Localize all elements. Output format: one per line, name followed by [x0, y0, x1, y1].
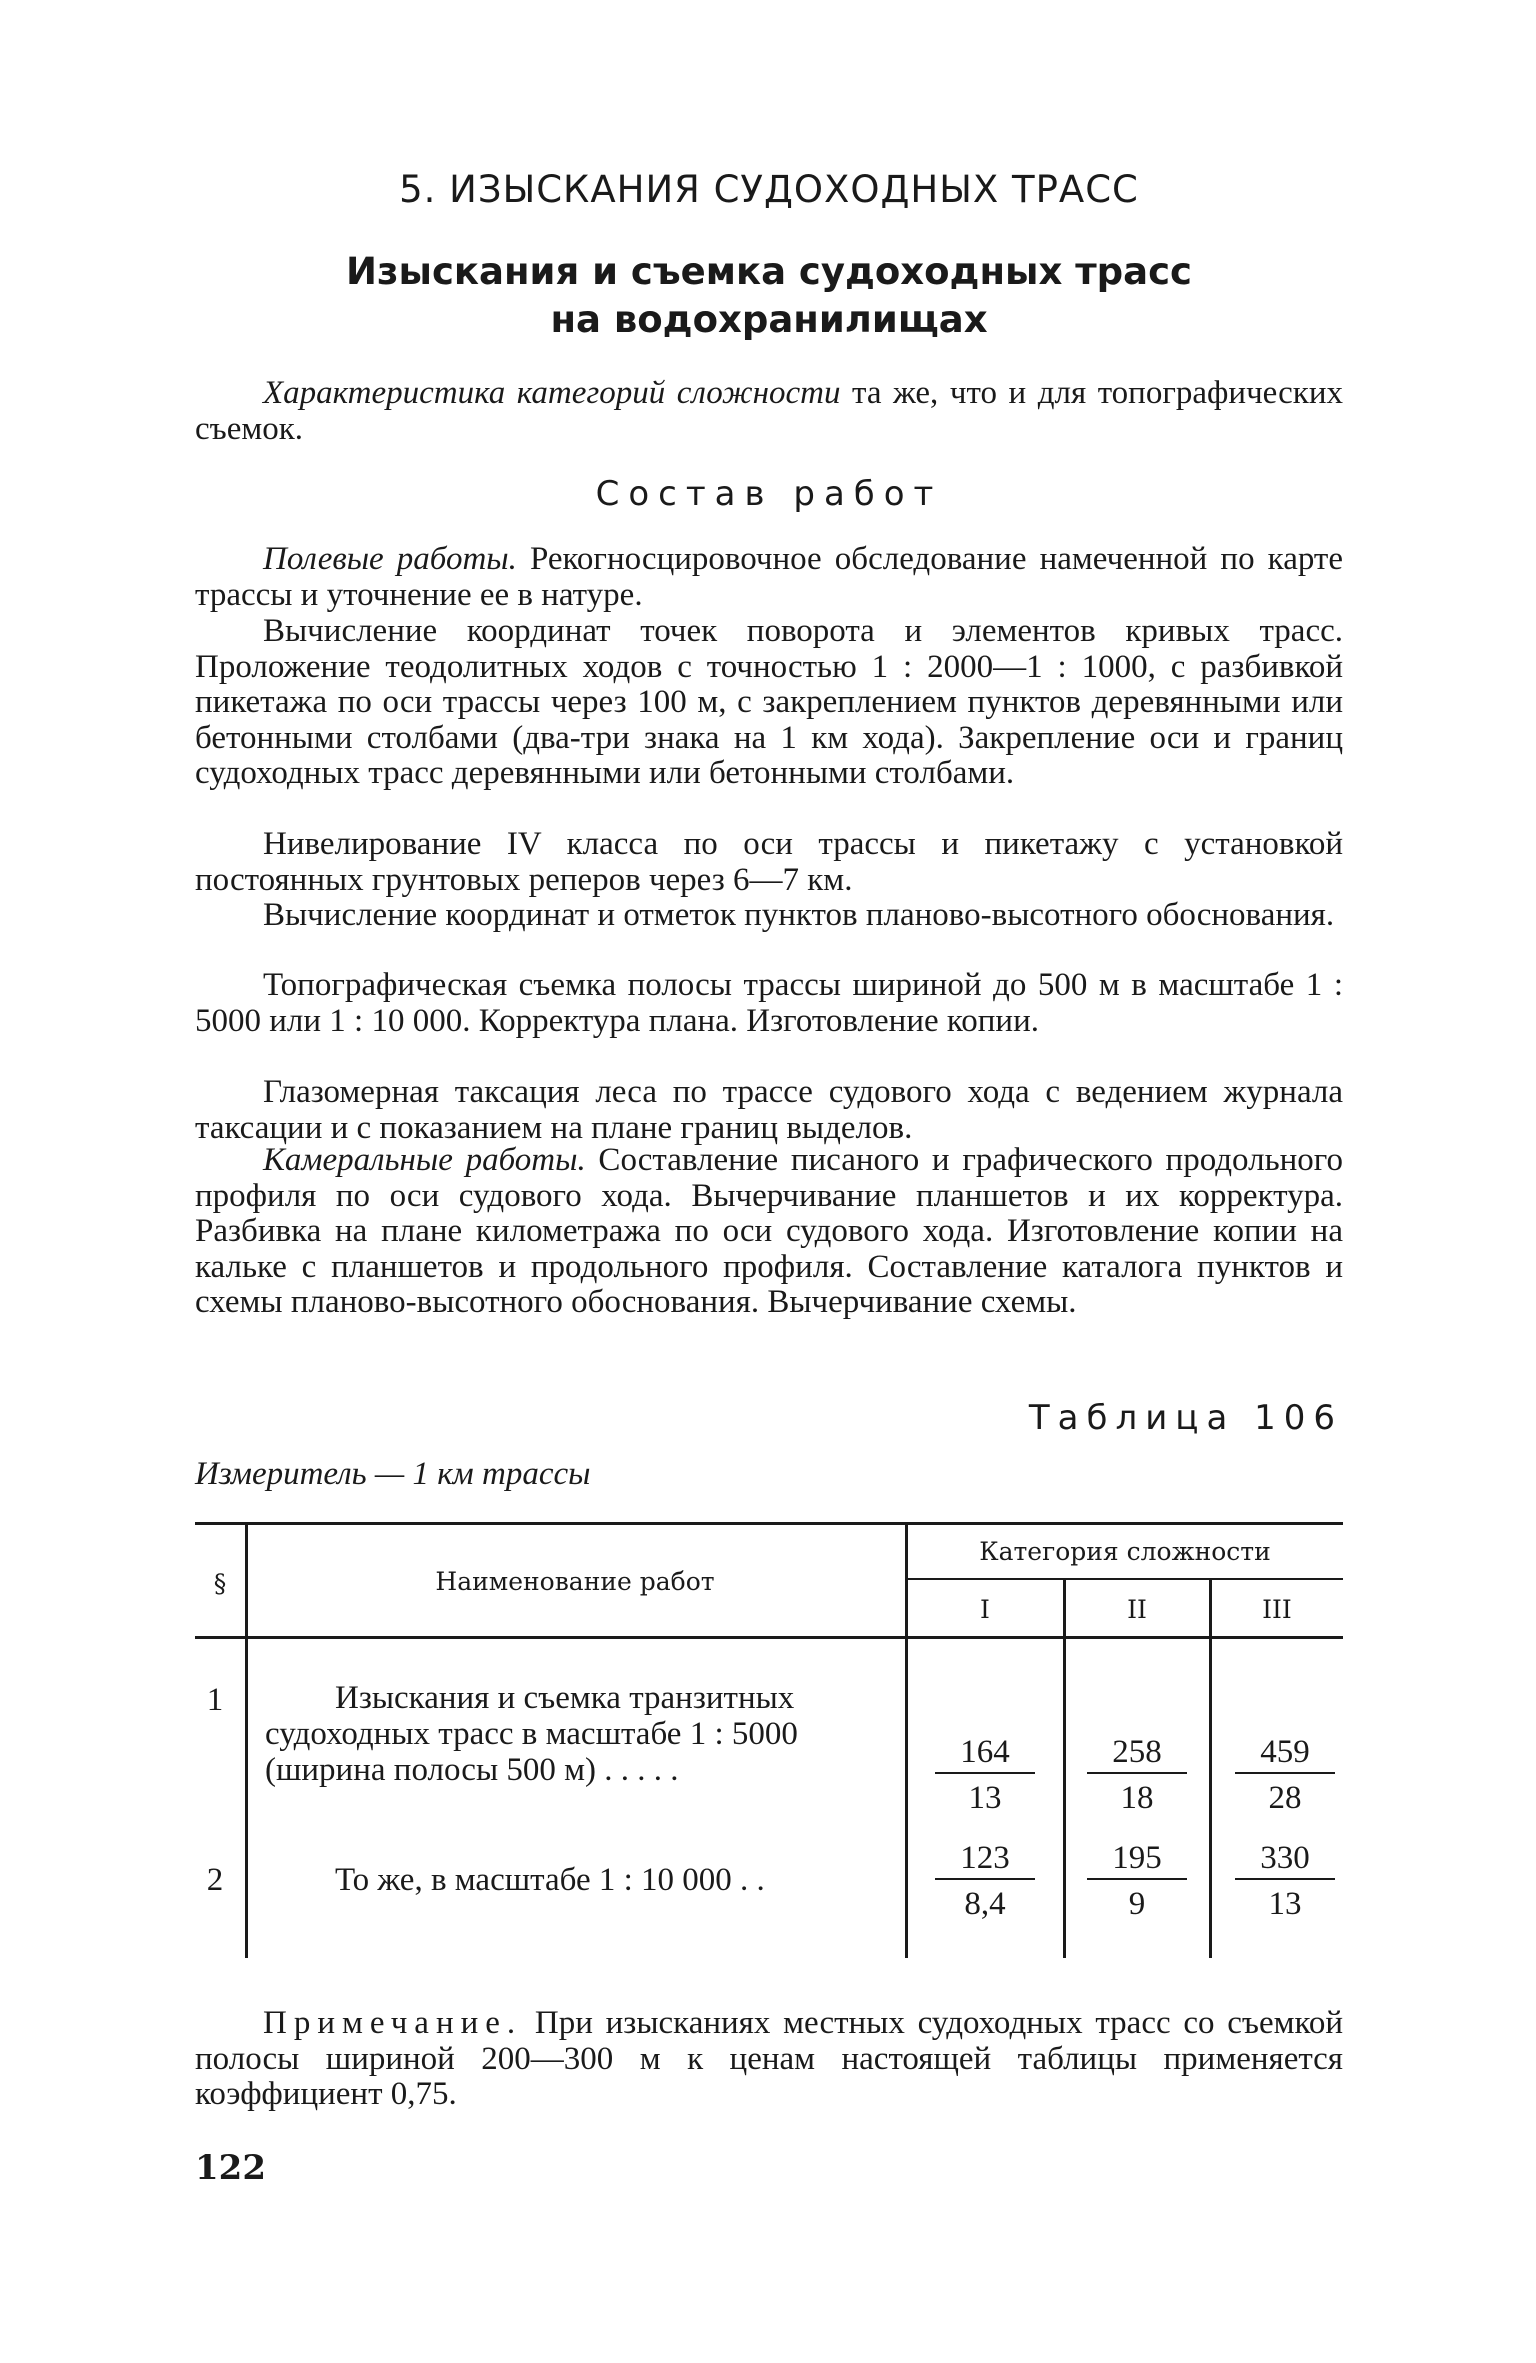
header-name: Наименование работ [435, 1567, 715, 1596]
header-cat1: I [980, 1595, 990, 1624]
row-1-name-line-3: (ширина полосы 500 м) . . . . . [265, 1752, 679, 1788]
row-1-cat2-fraction [1087, 1772, 1187, 1774]
header-category: Категория сложности [979, 1537, 1271, 1566]
header-cat2: II [1127, 1595, 1147, 1624]
row-1-cat3-top: 459 [1260, 1734, 1310, 1770]
intro-italic: Характеристика категорий сложности [263, 375, 841, 411]
section-title-line-2: на водохранилищах [550, 298, 988, 341]
table-top-rule [195, 1522, 1343, 1525]
note-label: Примечание. [263, 2005, 523, 2041]
row-2-cat1-bottom: 8,4 [964, 1886, 1006, 1922]
table-label: Таблица 106 [1028, 1398, 1343, 1438]
works-table [195, 1522, 1343, 1962]
section-title [195, 248, 1343, 344]
row-1-cat1-fraction [935, 1772, 1035, 1774]
office-works-text: Составление писаного и графического продольного профиля по оси судового хода. Вычерчивание планшетов и их корректура. Разбивка на плане километража по оси судового хода. Изготовление копии на кальке с планшетов и продольного профиля. Составление каталога пунктов и схемы планово-высотного обоснования. Вычерчивание схемы. [195, 1142, 1343, 1320]
category-subheader-rule [907, 1578, 1343, 1580]
table-header-rule [195, 1636, 1343, 1639]
row-1-cat1-bottom: 13 [968, 1780, 1002, 1816]
row-2-num: 2 [206, 1862, 224, 1898]
table-meter: Измеритель — 1 км трассы [195, 1456, 591, 1492]
row-1-name-line-2: судоходных трасс в масштабе 1 : 5000 [265, 1716, 798, 1752]
row-1-cat3-fraction [1235, 1772, 1335, 1774]
note-text: При изысканиях местных судоходных трасс со съемкой полосы шириной 200—300 м к ценам настоящей таблицы применяется коэффициент 0,75. [195, 2005, 1343, 2112]
row-1-name-line-1: Изыскания и съемка транзитных [335, 1680, 795, 1716]
row-1-cat1-top: 164 [960, 1734, 1010, 1770]
row-2-cat2-top: 195 [1112, 1840, 1162, 1876]
row-1-cat3-bottom: 28 [1268, 1780, 1302, 1816]
row-2-cat3-bottom: 13 [1268, 1886, 1302, 1922]
row-2-name-line-1: То же, в масштабе 1 : 10 000 . . [335, 1862, 765, 1898]
forest-paragraph: Глазомерная таксация леса по трассе судового хода с ведением журнала таксации и с показанием на плане границ выделов. [195, 1074, 1343, 1146]
field-works-paragraph [195, 542, 1343, 613]
row-1-cat2-bottom: 18 [1120, 1780, 1154, 1816]
intro-paragraph [195, 376, 1343, 447]
office-works-paragraph [195, 1143, 1343, 1321]
row-2-cat2-bottom: 9 [1128, 1886, 1146, 1922]
row-2-cat1-fraction [935, 1878, 1035, 1880]
header-section: § [213, 1569, 227, 1598]
row-2-cat2-fraction [1087, 1878, 1187, 1880]
field-works-text: Рекогносцировочное обследование намеченной по карте трассы и уточнение ее в натуре. [195, 541, 1343, 613]
calc-paragraph: Вычисление координат и отметок пунктов планово-высотного обоснования. [263, 897, 1335, 933]
topo-paragraph: Топографическая съемка полосы трассы шириной до 500 м в масштабе 1 : 5000 или 1 : 10 000. Корректура плана. Изготовление копии. [195, 967, 1343, 1039]
row-1-num: 1 [206, 1682, 224, 1718]
header-cat3: III [1262, 1595, 1292, 1624]
coords-paragraph: Вычисление координат точек поворота и элементов кривых трасс. Проложение теодолитных ходов с точностью 1 : 2000—1 : 1000, с разбивкой пикетажа по оси трассы через 100 м, с закреплением пунктов деревянными или бетонными столбами (два-три знака на 1 км хода). Закрепление оси и границ судоходных трасс деревянными или бетонными столбами. [195, 613, 1343, 791]
chapter-heading: 5. ИЗЫСКАНИЯ СУДОХОДНЫХ ТРАСС [399, 168, 1139, 211]
cat2-col-divider [1209, 1580, 1212, 1958]
office-works-label: Камеральные работы. [263, 1142, 586, 1178]
leveling-paragraph: Нивелирование IV класса по оси трассы и пикетажу с установкой постоянных грунтовых реперов через 6—7 км. [195, 826, 1343, 898]
section-title-line-1: Изыскания и съемка судоходных трасс [346, 250, 1192, 293]
cat1-col-divider [1063, 1580, 1066, 1958]
field-works-label: Полевые работы. [263, 541, 517, 577]
note-paragraph [195, 2006, 1343, 2113]
row-2-cat3-fraction [1235, 1878, 1335, 1880]
row-1-cat2-top: 258 [1112, 1734, 1162, 1770]
page-number: 122 [195, 2148, 266, 2188]
row-2-cat1-top: 123 [960, 1840, 1010, 1876]
name-col-divider [905, 1522, 908, 1958]
intro-text: та же, что и для топографических съемок. [195, 375, 1343, 447]
row-2-cat3-top: 330 [1260, 1840, 1310, 1876]
composition-heading: Состав работ [595, 474, 943, 514]
